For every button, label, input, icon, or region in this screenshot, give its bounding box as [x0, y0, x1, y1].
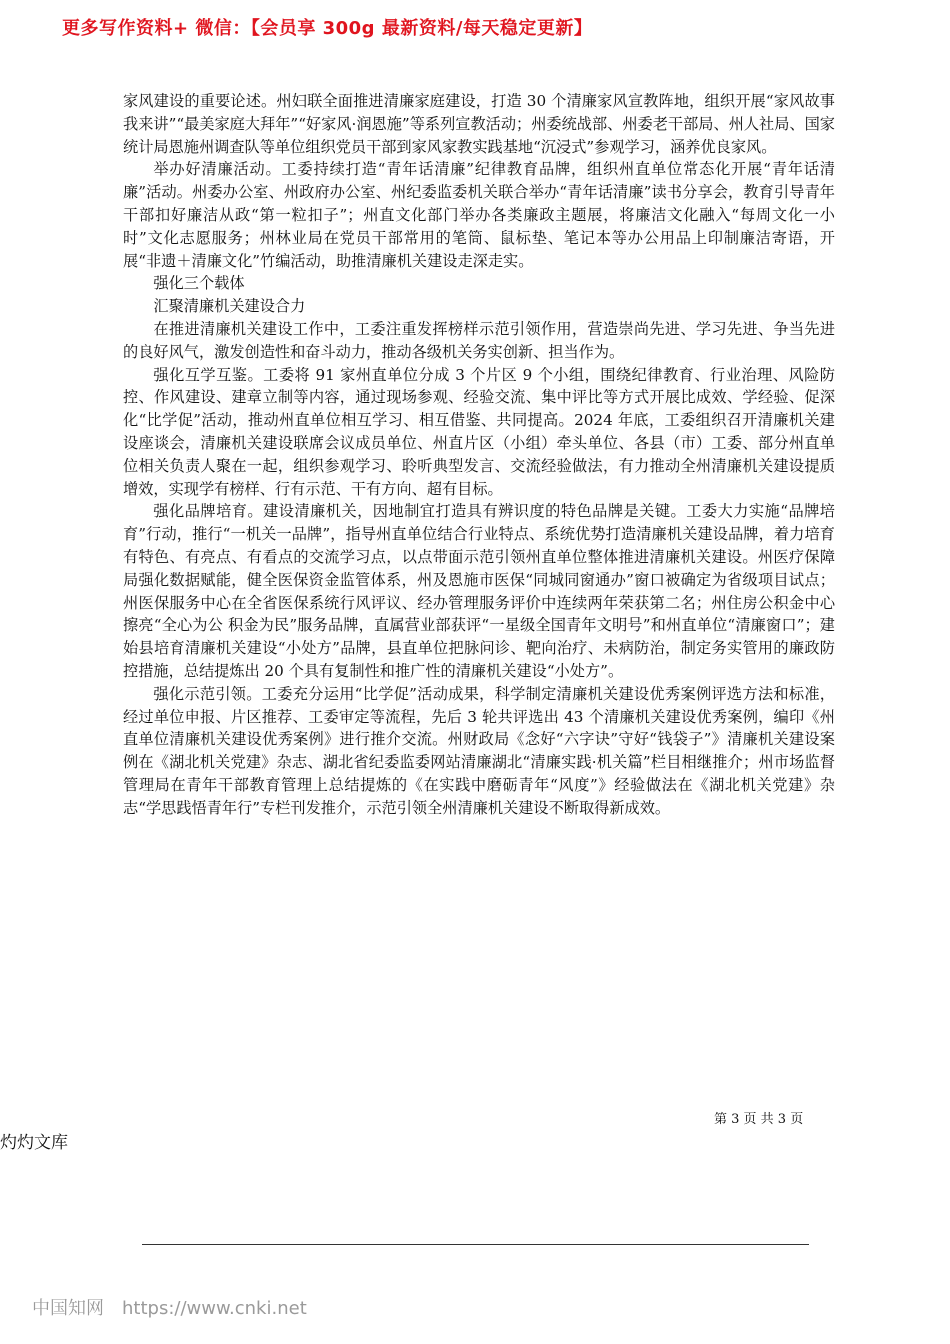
watermark-brand: 中国知网: [32, 1298, 104, 1319]
promo-banner: 更多写作资料+ 微信：【会员享 300g 最新资料/每天稳定更新】: [62, 18, 593, 39]
article-paragraph: 家风建设的重要论述。州妇联全面推进清廉家庭建设，打造 30 个清廉家风宣教阵地，组织开展“家风故事我来讲”“最美家庭大拜年”“好家风·润恩施”等系列宣教活动；州委统战部、州委老干部局、州人社局、国家统计局恩施州调查队等单位组织党员干部到家风家教实践基地“沉浸式”参观学习，涵养优良家风。: [123, 92, 835, 156]
site-label: 灼灼文库: [0, 1133, 68, 1153]
cnki-watermark: [32, 1294, 307, 1320]
section-subheading: 汇聚清廉机关建设合力: [153, 297, 306, 316]
article-paragraph: 强化示范引领。工委充分运用“比学促”活动成果，科学制定清廉机关建设优秀案例评选方法和标准，经过单位申报、片区推荐、工委审定等流程，先后 3 轮共评选出 43 个清廉机关建设优秀案例，编印《州直单位清廉机关建设优秀案例》进行推介交流。州财政局《念好“六字诀”守好“钱袋子”》清廉机关建设案例在《湖北机关党建》杂志、湖北省纪委监委网站清廉湖北“清廉实践·机关篇”栏目相继推介；州市场监督管理局在青年干部教育管理上总结提炼的《在实践中磨砺青年“风度”》经验做法在《湖北机关党建》杂志“学思践悟青年行”专栏刊发推介，示范引领全州清廉机关建设不断取得新成效。: [123, 684, 835, 817]
section-heading: 强化三个载体: [153, 274, 245, 293]
article-paragraph: 强化互学互鉴。工委将 91 家州直单位分成 3 个片区 9 个小组，围绕纪律教育、行业治理、风险防控、作风建设、建章立制等内容，通过现场参观、经验交流、集中评比等方式开展比成效、学经验、促深化“比学促”活动，推动州直单位相互学习、相互借鉴、共同提高。2024 年底，工委组织召开清廉机关建设座谈会，清廉机关建设联席会议成员单位、州直片区（小组）牵头单位、各县（市）工委、部分州直单位相关负责人聚在一起，组织参观学习、聆听典型发言、交流经验做法，有力推动全州清廉机关建设提质增效，实现学有榜样、行有示范、干有方向、超有目标。: [123, 365, 835, 498]
article-paragraph: 在推进清廉机关建设工作中，工委注重发挥榜样示范引领作用，营造崇尚先进、学习先进、争当先进的良好风气，激发创造性和奋斗动力，推动各级机关务实创新、担当作为。: [123, 319, 835, 361]
article-body: [123, 90, 835, 820]
page-number: 第 3 页 共 3 页: [714, 1112, 804, 1127]
article-paragraph: 举办好清廉活动。工委持续打造“青年话清廉”纪律教育品牌，组织州直单位常态化开展“青年话清廉”活动。州委办公室、州政府办公室、州纪委监委机关联合举办“青年话清廉”读书分享会，教育引导青年干部扣好廉洁从政“第一粒扣子”；州直文化部门举办各类廉政主题展，将廉洁文化融入“每周文化一小时”文化志愿服务；州林业局在党员干部常用的笔筒、鼠标垫、笔记本等办公用品上印制廉洁寄语，开展“非遗＋清廉文化”竹编活动，助推清廉机关建设走深走实。: [123, 160, 835, 270]
article-paragraph: 强化品牌培育。建设清廉机关，因地制宜打造具有辨识度的特色品牌是关键。工委大力实施“品牌培育”行动，推行“一机关一品牌”，指导州直单位结合行业特点、系统优势打造清廉机关建设品牌，着力培育有特色、有亮点、有看点的交流学习点，以点带面示范引领州直单位整体推进清廉机关建设。州医疗保障局强化数据赋能，健全医保资金监管体系，州及恩施市医保“同城同窗通办”窗口被确定为省级项目试点；州医保服务中心在全省医保系统行风评议、经办管理服务评价中连续两年荣获第二名；州住房公积金中心擦亮“全心为公 积金为民”服务品牌，直属营业部获评“一星级全国青年文明号”和州直单位“清廉窗口”；建始县培育清廉机关建设“小处方”品牌，县直单位把脉问诊、靶向治疗、未病防治，制定务实管用的廉政防控措施，总结提炼出 20 个具有复制性和推广性的清廉机关建设“小处方”。: [123, 502, 835, 680]
watermark-url: https://www.cnki.net: [122, 1298, 307, 1319]
footer-divider: [142, 1244, 809, 1245]
